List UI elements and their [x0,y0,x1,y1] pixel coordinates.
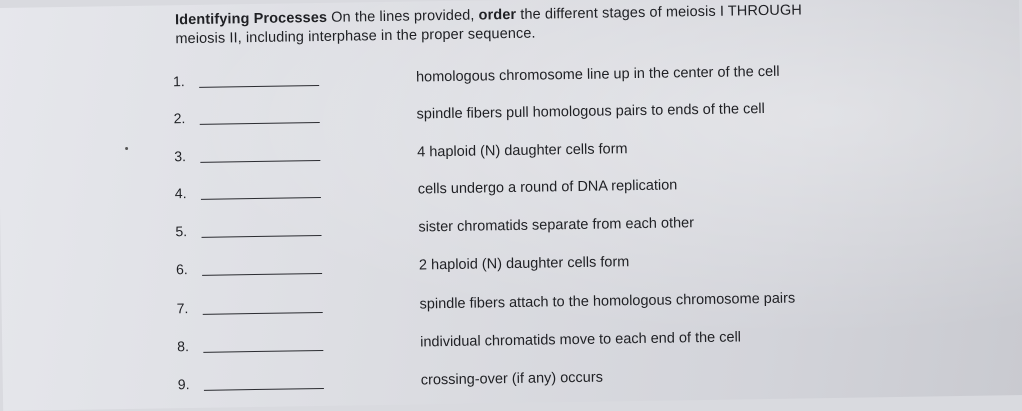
list-item [176,250,876,283]
instructions-text-1: On the lines provided, [331,7,479,26]
item-number: 7. [176,300,189,317]
answer-blank[interactable] [202,273,322,276]
item-number: 5. [175,223,188,240]
list-item [177,289,877,322]
item-number: 6. [175,261,188,278]
answer-blank[interactable] [201,197,321,200]
instructions-text-3: meiosis II, including interphase in the proper sequence. [175,25,536,48]
stray-mark [125,147,128,150]
item-number: 1. [172,73,185,90]
item-description: crossing-over (if any) occurs [420,369,604,389]
list-item [174,137,874,170]
item-description: spindle fibers pull homologous pairs to ends of the cell [416,101,765,123]
list-item [173,62,873,95]
item-description: homologous chromosome line up in the center of the cell [415,63,780,86]
item-description: 2 haploid (N) daughter cells form [418,254,630,274]
answer-blank[interactable] [200,160,320,163]
item-description: sister chromatids separate from each other [418,215,695,236]
answer-blank[interactable] [200,122,320,125]
item-description: 4 haploid (N) daughter cells form [417,141,628,161]
item-number: 8. [177,338,190,355]
item-number: 3. [174,148,187,165]
section-title: Identifying Processes [174,9,328,29]
item-number: 2. [173,110,186,127]
answer-blank[interactable] [203,312,323,315]
list-item [178,365,878,398]
item-description: spindle fibers attach to the homologous chromosome pairs [419,290,796,313]
item-number: 9. [177,376,190,393]
order-word: order [478,6,517,24]
instructions [175,0,896,49]
answer-blank[interactable] [203,350,323,353]
item-number: 4. [174,185,187,202]
list-item [175,212,875,245]
answer-blank[interactable] [199,85,319,88]
instructions-text-2: the different stages of meiosis I THROUGH [516,2,802,23]
item-description: individual chromatids move to each end of the cell [420,329,742,351]
item-description: cells undergo a round of DNA replication [417,177,678,198]
list-item [175,174,875,207]
list-item [174,99,874,132]
list-item [177,327,877,360]
answer-blank[interactable] [204,388,324,391]
answer-blank[interactable] [202,235,322,238]
